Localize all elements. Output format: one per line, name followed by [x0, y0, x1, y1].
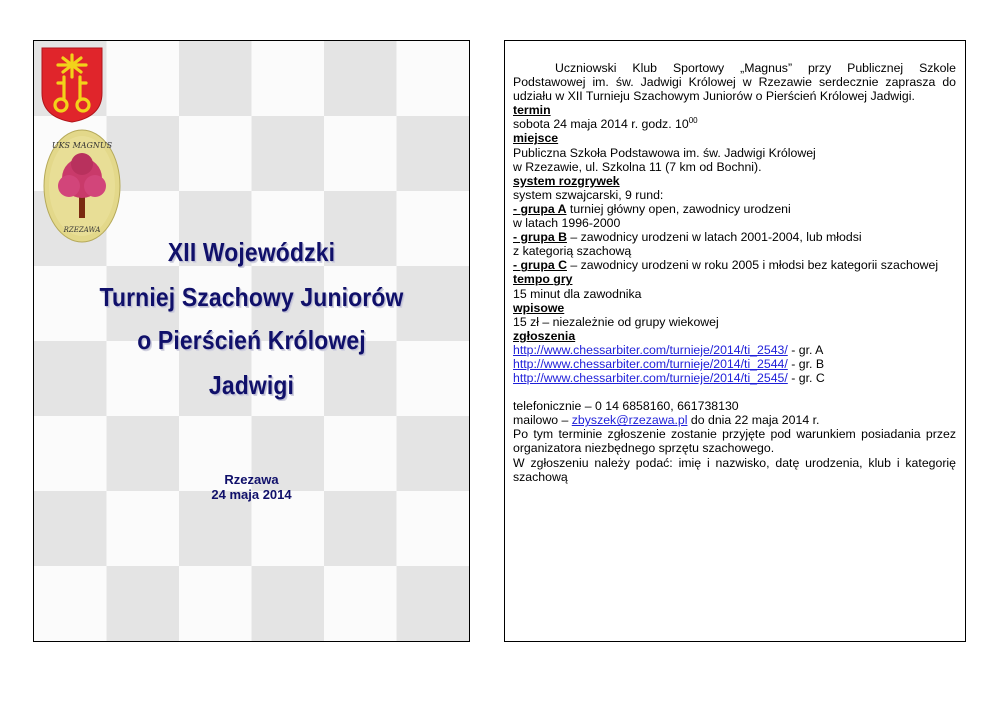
chessboard-square [107, 41, 180, 116]
cover-title-line-2: Turniej Szachowy Juniorów [99, 282, 404, 312]
phone-line: telefonicznie – 0 14 6858160, 661738130 [513, 399, 739, 414]
miejsce-line-1: Publiczna Szkoła Podstawowa im. św. Jadwigi Królowej [513, 145, 816, 160]
termin-text [513, 117, 956, 131]
group-c-text: – zawodnicy urodzeni w roku 2005 i młodsi bez kategorii szachowej [566, 258, 939, 273]
chessboard-square [397, 491, 470, 566]
chessboard-square [324, 491, 397, 566]
registration-suffix-b: - gr. B [787, 356, 825, 371]
registration-link-a[interactable]: http://www.chessarbiter.com/turnieje/2014/ti_2543/ [513, 342, 788, 357]
heading-termin: termin [513, 103, 551, 118]
chessboard-square [324, 566, 397, 641]
cover-title-line-4: Jadwigi [208, 370, 295, 400]
termin-date: sobota 24 maja 2014 r. godz. 10 [513, 117, 689, 132]
group-a-text: turniej główny open, zawodnicy urodzeni [566, 201, 791, 216]
cover-place: Rzezawa [224, 472, 279, 487]
group-a-line-2: w latach 1996-2000 [513, 216, 621, 231]
chessboard-square [34, 491, 107, 566]
club-seal-logo [42, 128, 122, 244]
mail-prefix: mailowo – [513, 413, 572, 428]
group-a-line-1 [513, 202, 956, 216]
chessboard-square [324, 116, 397, 191]
chessboard-square [34, 566, 107, 641]
chessboard-square [397, 566, 470, 641]
termin-time-sup: 00 [688, 116, 698, 126]
heading-wpisowe: wpisowe [513, 300, 565, 315]
heading-tempo: tempo gry [513, 272, 573, 287]
chessboard-square [252, 566, 325, 641]
cover-title-line-3: o Pierścień Królowej [137, 325, 366, 355]
mail-suffix: do dnia 22 maja 2014 r. [687, 413, 820, 428]
chessboard-square [179, 116, 252, 191]
tempo-text: 15 minut dla zawodnika [513, 286, 642, 301]
chessboard-square [252, 41, 325, 116]
chessboard-square [179, 41, 252, 116]
seal-text-bottom: RZEZAWA [63, 226, 101, 234]
registration-line-c [513, 371, 956, 385]
group-c-paragraph [513, 258, 956, 272]
note-paragraph-2: W zgłoszeniu należy podać: imię i nazwisko, datę urodzenia, klub i kategorię szachową [513, 455, 956, 484]
chessboard-square [179, 491, 252, 566]
group-b-text: – zawodnicy urodzeni w latach 2001-2004, lub młodsi [566, 230, 862, 245]
chessboard-square [397, 41, 470, 116]
registration-suffix-c: - gr. C [787, 371, 825, 386]
chessboard-square [324, 41, 397, 116]
coat-of-arms-icon [41, 47, 103, 123]
chessboard-square [179, 566, 252, 641]
cover-page [33, 40, 470, 642]
spacer [513, 385, 956, 399]
chessboard-square [252, 116, 325, 191]
chessboard-square [252, 491, 325, 566]
cover-title-line-1: XII Wojewódzki [167, 237, 336, 267]
mail-line [513, 413, 956, 427]
cover-date: 24 maja 2014 [211, 487, 292, 502]
intro-paragraph: Uczniowski Klub Sportowy „Magnus” przy Publicznej Szkole Podstawowej im. św. Jadwigi Królowej w Rzezawie serdecznie zaprasza do udziału w XII Turnieju Szachowym Juniorów o Pierścień Królowej Jadwigi. [513, 61, 956, 104]
registration-line-b [513, 357, 956, 371]
email-link[interactable]: zbyszek@rzezawa.pl [571, 413, 688, 428]
group-a-label: - grupa A [513, 201, 567, 216]
group-b-label: - grupa B [513, 230, 567, 245]
group-c-label: - grupa C [513, 258, 567, 273]
system-line-1: system szwajcarski, 9 rund: [513, 187, 664, 202]
chessboard-square [397, 116, 470, 191]
info-content [513, 61, 956, 484]
wpisowe-text: 15 zł – niezależnie od grupy wiekowej [513, 314, 719, 329]
group-b-line-1 [513, 230, 956, 244]
seal-text-top: UKS MAGNUS [51, 141, 113, 150]
group-b-line-2: z kategorią szachową [513, 244, 632, 259]
chessboard-square [107, 566, 180, 641]
heading-zgloszenia: zgłoszenia [513, 328, 576, 343]
registration-suffix-a: - gr. A [787, 342, 824, 357]
heading-system: system rozgrywek [513, 173, 620, 188]
note-paragraph-1: Po tym terminie zgłoszenie zostanie przyjęte pod warunkiem posiadania przez organizatora niezbędnego sprzętu szachowego. [513, 427, 956, 456]
chessboard-square [107, 491, 180, 566]
heading-miejsce: miejsce [513, 131, 559, 146]
registration-link-b[interactable]: http://www.chessarbiter.com/turnieje/2014/ti_2544/ [513, 356, 788, 371]
registration-link-c[interactable]: http://www.chessarbiter.com/turnieje/2014/ti_2545/ [513, 371, 788, 386]
info-page [504, 40, 966, 642]
miejsce-line-2: w Rzezawie, ul. Szkolna 11 (7 km od Bochni). [513, 159, 762, 174]
registration-line-a [513, 343, 956, 357]
